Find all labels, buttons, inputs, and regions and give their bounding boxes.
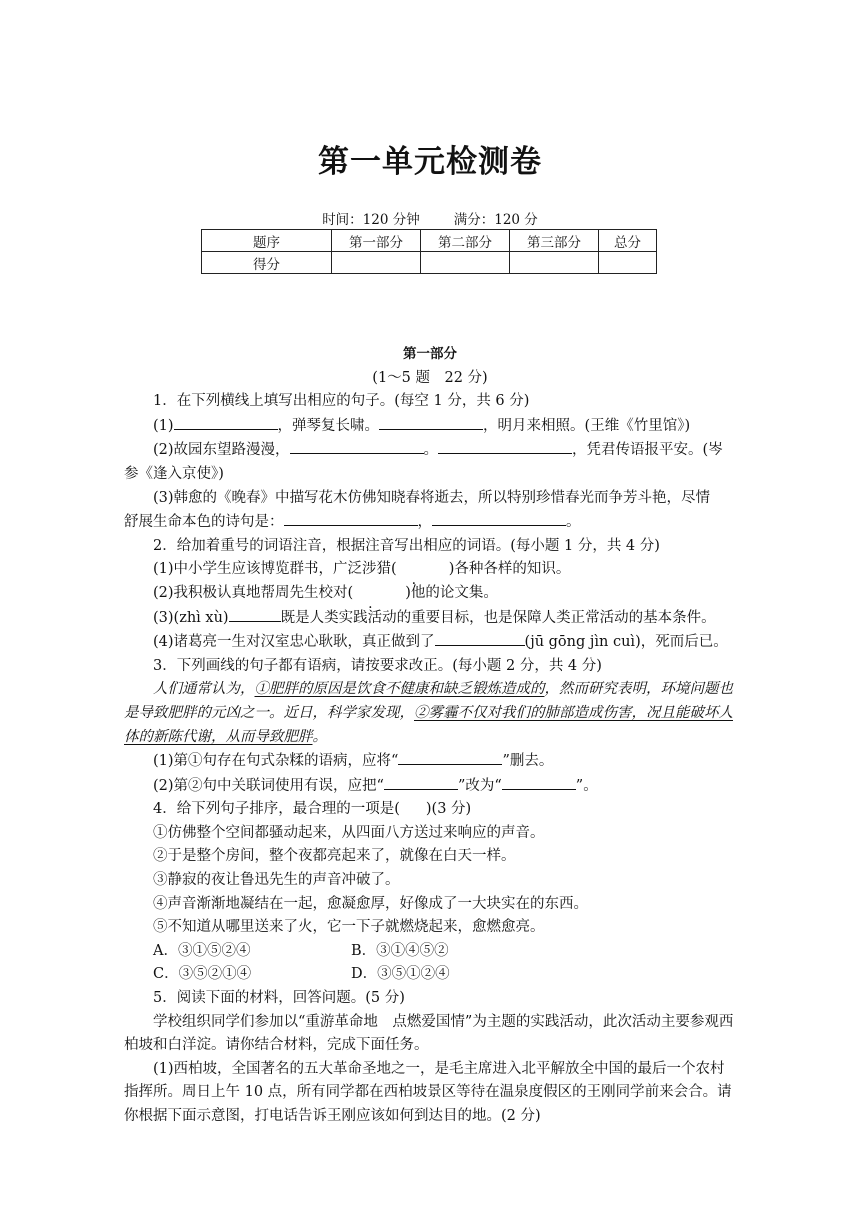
q1-stem: 1．在下列横线上填写出相应的句子。(每空 1 分，共 6 分) (153, 393, 530, 410)
page-title: 第一单元检测卷 (318, 144, 542, 180)
q3-sub1 (124, 749, 736, 774)
score-input-cell[interactable] (510, 252, 599, 274)
text: (1)中小学生应该博览群书，广泛涉 (153, 561, 377, 578)
answer-blank[interactable] (290, 438, 424, 454)
text: (2)第②句中关联词使用有误，应把“ (153, 777, 384, 794)
full-score: 满分：120 分 (453, 212, 538, 228)
text: ，明月来相照。(王维《竹里馆》) (483, 417, 691, 434)
part-range: (1～5 题 22 分) (372, 369, 488, 386)
time-limit: 时间：120 分钟 (322, 212, 420, 228)
q5-stem: 5．阅读下面的材料，回答问题。(5 分) (153, 990, 405, 1007)
q5-intro: 学校组织同学们参加以“重游革命地 点燃爱国情”为主题的实践活动，此次活动主要参观西柏坡和白洋淀。请你结合材料，完成下面任务。 (124, 1013, 734, 1054)
score-header-cell: 题序 (202, 230, 332, 252)
q2-sub4 (124, 630, 736, 655)
text: ( (391, 561, 397, 578)
text: 4．给下列句子排序，最合理的一项是( (153, 801, 400, 818)
text: 。 (423, 442, 439, 459)
q2-sub2 (124, 582, 736, 606)
score-table-score-row (202, 252, 657, 274)
q4-item: ③静寂的夜让鲁迅先生的声音冲破了。 (153, 872, 400, 889)
emphasized-char: 猎 · (377, 561, 392, 577)
q1-line2-cont: 参《逢入京使》) (124, 465, 224, 482)
emphasized-char: 对 · (333, 585, 348, 601)
text: 人们通常认为， (153, 681, 255, 698)
score-input-cell[interactable] (421, 252, 510, 274)
answer-blank[interactable] (432, 510, 566, 526)
score-row-label: 得分 (202, 252, 332, 274)
text: )他的论文集。 (405, 584, 498, 601)
text: )各种各样的知识。 (448, 561, 571, 578)
text: ”改为“ (457, 777, 502, 794)
answer-blank[interactable] (435, 630, 525, 646)
q1-line3-cont (124, 510, 736, 535)
text: ”。 (575, 777, 598, 794)
answer-blank[interactable] (398, 749, 502, 765)
text: (jū gōng jìn cuì)，死而后已。 (524, 634, 728, 651)
q4-item: ⑤不知道从哪里送来了火，它一下子就燃烧起来，愈燃愈亮。 (153, 919, 545, 936)
part-one (124, 343, 736, 1129)
text: ，凭君传语报平安。(岑 (572, 442, 723, 459)
q4-options-row (124, 963, 736, 987)
exam-meta (0, 208, 860, 228)
text: (3)(zhì xù) (153, 609, 229, 626)
q4-options-row (124, 940, 736, 964)
q1-line3: (3)韩愈的《晚春》中描写花木仿佛知晓春将逝去，所以特别珍惜春光而争芳斗艳，尽情 (153, 489, 711, 506)
score-header-cell: 第三部分 (510, 230, 599, 252)
score-header-cell: 总分 (599, 230, 657, 252)
q2-sub1 (124, 558, 736, 582)
text: 既是人类实践活动的重要目标，也是保障人类正常活动的基本条件。 (280, 609, 716, 626)
text: 。 (566, 514, 581, 531)
option-c[interactable]: C．③⑤②①④ (153, 966, 252, 983)
q4-item: ②于是整个房间，整个夜都亮起来了，就像在白天一样。 (153, 848, 516, 865)
text: )(3 分) (425, 801, 472, 818)
option-b[interactable]: B．③①④⑤② (351, 942, 449, 959)
text: ，弹琴复长啸。 (277, 417, 380, 434)
text: 舒展生命本色的诗句是： (124, 514, 284, 531)
answer-blank[interactable] (229, 606, 281, 622)
score-table (201, 229, 657, 274)
text: (4)诸葛亮一生对汉室忠心耿耿，真正做到了 (153, 634, 435, 651)
q4-item: ④声音渐渐地凝结在一起，愈凝愈厚，好像成了一大块实在的东西。 (153, 895, 588, 912)
underlined-sentence: ①肥胖的原因是饮食不健康和缺乏锻炼造成的 (254, 681, 545, 698)
q5-sub1: (1)西柏坡，全国著名的五大革命圣地之一，是毛主席进入北平解放全中国的最后一个农村指挥所。周日上午 10 点，所有同学都在西柏坡景区等待在温泉度假区的王刚同学前来会合。请你根据下面示意图，打电话告诉王刚应该如何到达目的地。(2 分) (124, 1060, 732, 1124)
underlined-sentence: ②雾霾不仅对我们的肺部造成伤害，况且能破坏人体的新陈代谢，从而导致肥胖 (124, 704, 733, 745)
text: ”删去。 (502, 753, 554, 770)
q3-stem: 3．下列画线的句子都有语病，请按要求改正。(每小题 2 分，共 4 分) (153, 657, 602, 674)
score-table-header-row (202, 230, 657, 252)
answer-blank[interactable] (284, 510, 418, 526)
score-input-cell[interactable] (332, 252, 421, 274)
q2-sub3 (124, 606, 736, 631)
score-header-cell: 第二部分 (421, 230, 510, 252)
answer-blank[interactable] (379, 414, 483, 430)
q3-sub2 (124, 774, 736, 799)
text: ( (347, 584, 354, 601)
answer-blank[interactable] (174, 414, 278, 430)
q3-passage (124, 678, 736, 749)
q2-stem: 2．给加着重号的词语注音，根据注音写出相应的词语。(每小题 1 分，共 4 分) (153, 537, 660, 554)
q4-stem (124, 798, 736, 822)
score-input-cell[interactable] (599, 252, 657, 274)
text: ， (417, 514, 432, 531)
option-a[interactable]: A．③①⑤②④ (153, 942, 251, 959)
q1-line1 (124, 414, 736, 439)
q4-item: ①仿佛整个空间都骚动起来，从四面八方送过来响应的声音。 (153, 824, 545, 841)
text: (1) (153, 417, 174, 434)
text: (1)第①句存在句式杂糅的语病，应将“ (153, 753, 399, 770)
part-heading: 第一部分 (403, 346, 457, 362)
answer-blank[interactable] (384, 774, 458, 790)
q1-line2 (124, 438, 736, 463)
text: (2)故园东望路漫漫， (153, 442, 290, 459)
text: ，然而研究表明，环境问题也是导致肥胖的元凶之一。近日，科学家发现， (124, 681, 733, 721)
score-header-cell: 第一部分 (332, 230, 421, 252)
text: 。 (312, 728, 327, 745)
option-d[interactable]: D．③⑤①②④ (351, 966, 450, 983)
answer-blank[interactable] (502, 774, 576, 790)
text: (2)我积极认真地帮周先生校 (153, 584, 334, 601)
answer-blank[interactable] (438, 438, 572, 454)
